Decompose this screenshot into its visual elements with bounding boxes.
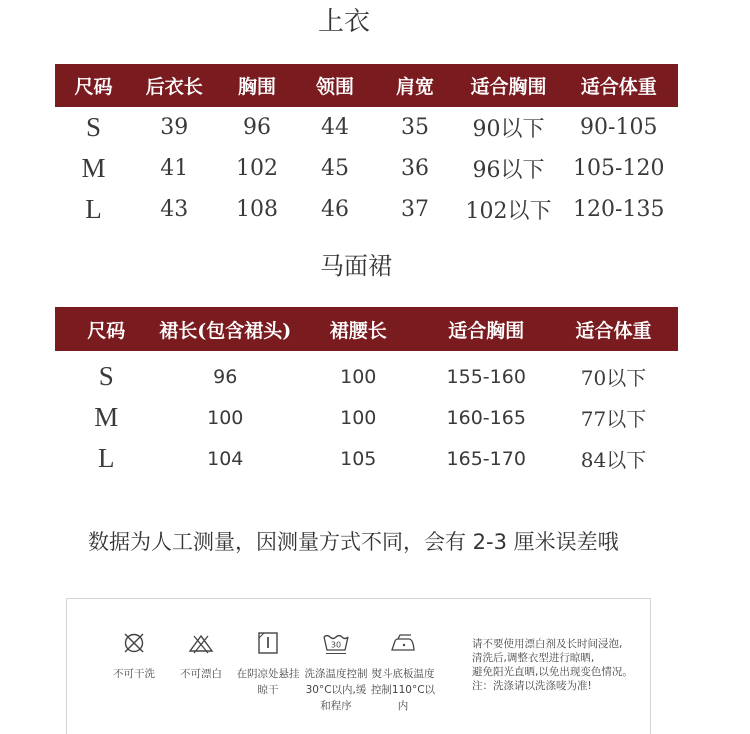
size-cell: L bbox=[85, 194, 102, 224]
size-cell: M bbox=[81, 153, 106, 183]
header-fit-chest: 适合胸围 bbox=[448, 319, 525, 342]
instruction-line: 请不要使用漂白剂及长时间浸泡, bbox=[472, 638, 623, 650]
wash-30-gentle-icon bbox=[322, 631, 350, 655]
table-cell: 104 bbox=[207, 447, 244, 470]
top-table-row-l bbox=[55, 189, 678, 230]
care-label: 30°C以内,缓 bbox=[305, 684, 367, 696]
skirt-table-row-l bbox=[55, 438, 678, 479]
instruction-line: 注：洗涤请以洗涤唛为准! bbox=[472, 680, 592, 692]
care-label: 晾干 bbox=[257, 684, 279, 696]
header-chest: 胸围 bbox=[237, 76, 276, 98]
table-cell: 100 bbox=[340, 406, 377, 429]
header-collar: 领围 bbox=[315, 76, 354, 98]
table-cell: 35 bbox=[401, 115, 429, 140]
table-cell: 96以下 bbox=[472, 158, 545, 183]
table-cell: 90以下 bbox=[472, 117, 545, 142]
no-bleach-icon bbox=[187, 631, 215, 655]
header-waist-length: 裙腰长 bbox=[329, 319, 387, 342]
table-cell: 100 bbox=[207, 406, 244, 429]
table-cell: 46 bbox=[321, 197, 349, 222]
header-fit-weight: 适合体重 bbox=[575, 319, 652, 342]
skirt-table-row-m bbox=[55, 397, 678, 438]
skirt-table-header bbox=[55, 307, 678, 351]
measurement-note: 数据为人工测量，因测量方式不同，会有 2-3 厘米误差哦 bbox=[88, 530, 619, 554]
size-cell: S bbox=[98, 361, 114, 391]
table-cell: 43 bbox=[160, 197, 189, 222]
table-cell: 36 bbox=[401, 156, 429, 181]
header-fit-weight: 适合体重 bbox=[580, 76, 657, 98]
instruction-line: 避免阳光直晒,以免出现变色情况。 bbox=[472, 666, 633, 678]
skirt-table-row-s bbox=[55, 356, 678, 397]
header-size: 尺码 bbox=[87, 319, 126, 342]
care-item-no-dry-clean bbox=[98, 631, 170, 682]
header-skirt-length: 裙长(包含裙头) bbox=[159, 319, 292, 342]
table-cell: 160-165 bbox=[446, 406, 526, 429]
size-cell: M bbox=[94, 402, 119, 432]
header-back-length: 后衣长 bbox=[145, 76, 203, 98]
table-cell: 100 bbox=[340, 365, 377, 388]
header-shoulder: 肩宽 bbox=[395, 76, 434, 98]
table-cell: 155-160 bbox=[446, 365, 526, 388]
care-item-no-bleach bbox=[165, 631, 237, 682]
line-dry-in-shade-icon bbox=[256, 631, 280, 655]
skirt-size-table bbox=[55, 307, 678, 479]
care-label: 和程序 bbox=[320, 700, 352, 712]
table-cell: 105-120 bbox=[573, 156, 665, 181]
table-cell: 90-105 bbox=[580, 115, 658, 140]
table-cell: 84以下 bbox=[580, 448, 647, 472]
size-cell: S bbox=[85, 112, 102, 142]
care-label: 熨斗底板温度 bbox=[371, 668, 435, 680]
top-table-row-s bbox=[55, 107, 678, 148]
top-table-header bbox=[55, 64, 678, 107]
care-label: 洗涤温度控制 bbox=[304, 668, 368, 680]
top-table-title: 上衣 bbox=[318, 7, 371, 36]
table-cell: 44 bbox=[321, 115, 349, 140]
care-label: 在阴凉处悬挂 bbox=[236, 668, 300, 680]
table-cell: 120-135 bbox=[573, 197, 665, 222]
care-label: 不可干洗 bbox=[113, 668, 155, 680]
table-cell: 108 bbox=[236, 197, 278, 222]
table-cell: 37 bbox=[401, 197, 429, 222]
skirt-table-title: 马面裙 bbox=[320, 254, 392, 280]
care-label: 控制110°C以 bbox=[370, 684, 436, 696]
size-cell: L bbox=[98, 443, 115, 473]
table-cell: 39 bbox=[160, 115, 189, 140]
table-cell: 102 bbox=[236, 156, 278, 181]
care-item-iron-temperature bbox=[367, 631, 439, 714]
table-cell: 70以下 bbox=[580, 366, 647, 390]
iron-low-temp-icon bbox=[389, 631, 417, 655]
instruction-line: 清洗后,调整衣型进行晾晒, bbox=[472, 652, 595, 664]
top-table-row-m bbox=[55, 148, 678, 189]
table-cell: 96 bbox=[213, 365, 238, 388]
top-size-table bbox=[55, 64, 678, 230]
wash-temperature-text: 30 bbox=[330, 640, 342, 650]
care-item-wash-temperature bbox=[300, 631, 372, 714]
table-cell: 105 bbox=[340, 447, 377, 470]
care-item-dry-in-shade bbox=[232, 631, 304, 698]
header-fit-chest: 适合胸围 bbox=[470, 76, 547, 98]
care-label: 不可漂白 bbox=[180, 668, 222, 680]
care-instructions-text bbox=[472, 637, 633, 693]
no-dry-clean-icon bbox=[122, 631, 146, 655]
header-size: 尺码 bbox=[74, 76, 113, 98]
table-cell: 165-170 bbox=[446, 447, 526, 470]
care-label: 内 bbox=[397, 700, 409, 712]
table-cell: 41 bbox=[160, 156, 189, 181]
table-cell: 102以下 bbox=[465, 199, 552, 224]
skirt-table-body bbox=[55, 356, 678, 479]
table-cell: 96 bbox=[243, 115, 271, 140]
table-cell: 45 bbox=[321, 156, 349, 181]
table-cell: 77以下 bbox=[580, 407, 647, 431]
top-table-body bbox=[55, 107, 678, 230]
